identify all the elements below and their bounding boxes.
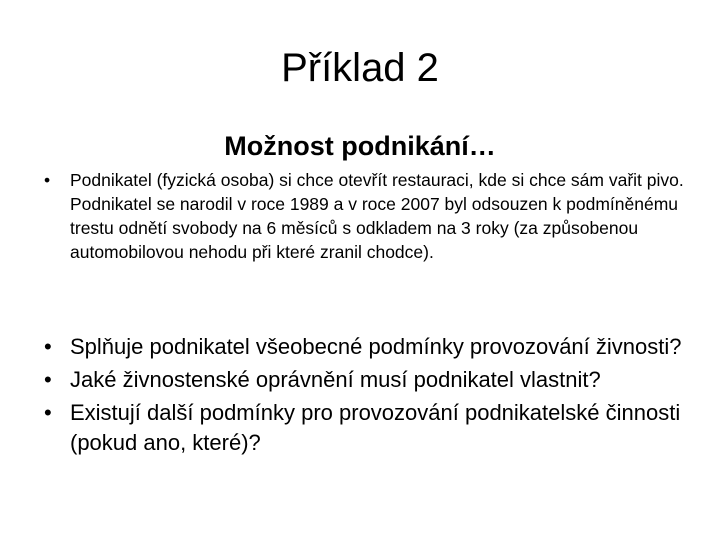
bullet-icon: • [44, 170, 51, 190]
list-item [44, 168, 684, 264]
question-text: Existují další podmínky pro provozování podnikatelské činnosti (pokud ano, které)? [70, 400, 681, 455]
bullet-icon: • [44, 334, 52, 359]
bullet-icon: • [44, 367, 52, 392]
list-item [44, 332, 684, 362]
list-item [44, 398, 684, 458]
slide-title: Příklad 2 [281, 46, 439, 90]
question-text: Jaké živnostenské oprávnění musí podnikatel vlastnit? [70, 367, 601, 392]
list-item [44, 365, 684, 395]
bullet-icon: • [44, 400, 52, 425]
case-bullet-list [44, 168, 684, 264]
question-bullet-list [44, 332, 684, 461]
case-description-text: Podnikatel (fyzická osoba) si chce otevřít restauraci, kde si chce sám vařit pivo. Podnikatel se narodil v roce 1989 a v roce 2007 byl odsouzen k podmíněnému trestu odnětí svobody na 6 měsíců s odkladem na 3 roky (za způsobenou automobilovou nehodu při které zranil chodce). [70, 170, 684, 262]
slide-subtitle: Možnost podnikání… [224, 131, 496, 161]
question-text: Splňuje podnikatel všeobecné podmínky provozování živnosti? [70, 334, 682, 359]
